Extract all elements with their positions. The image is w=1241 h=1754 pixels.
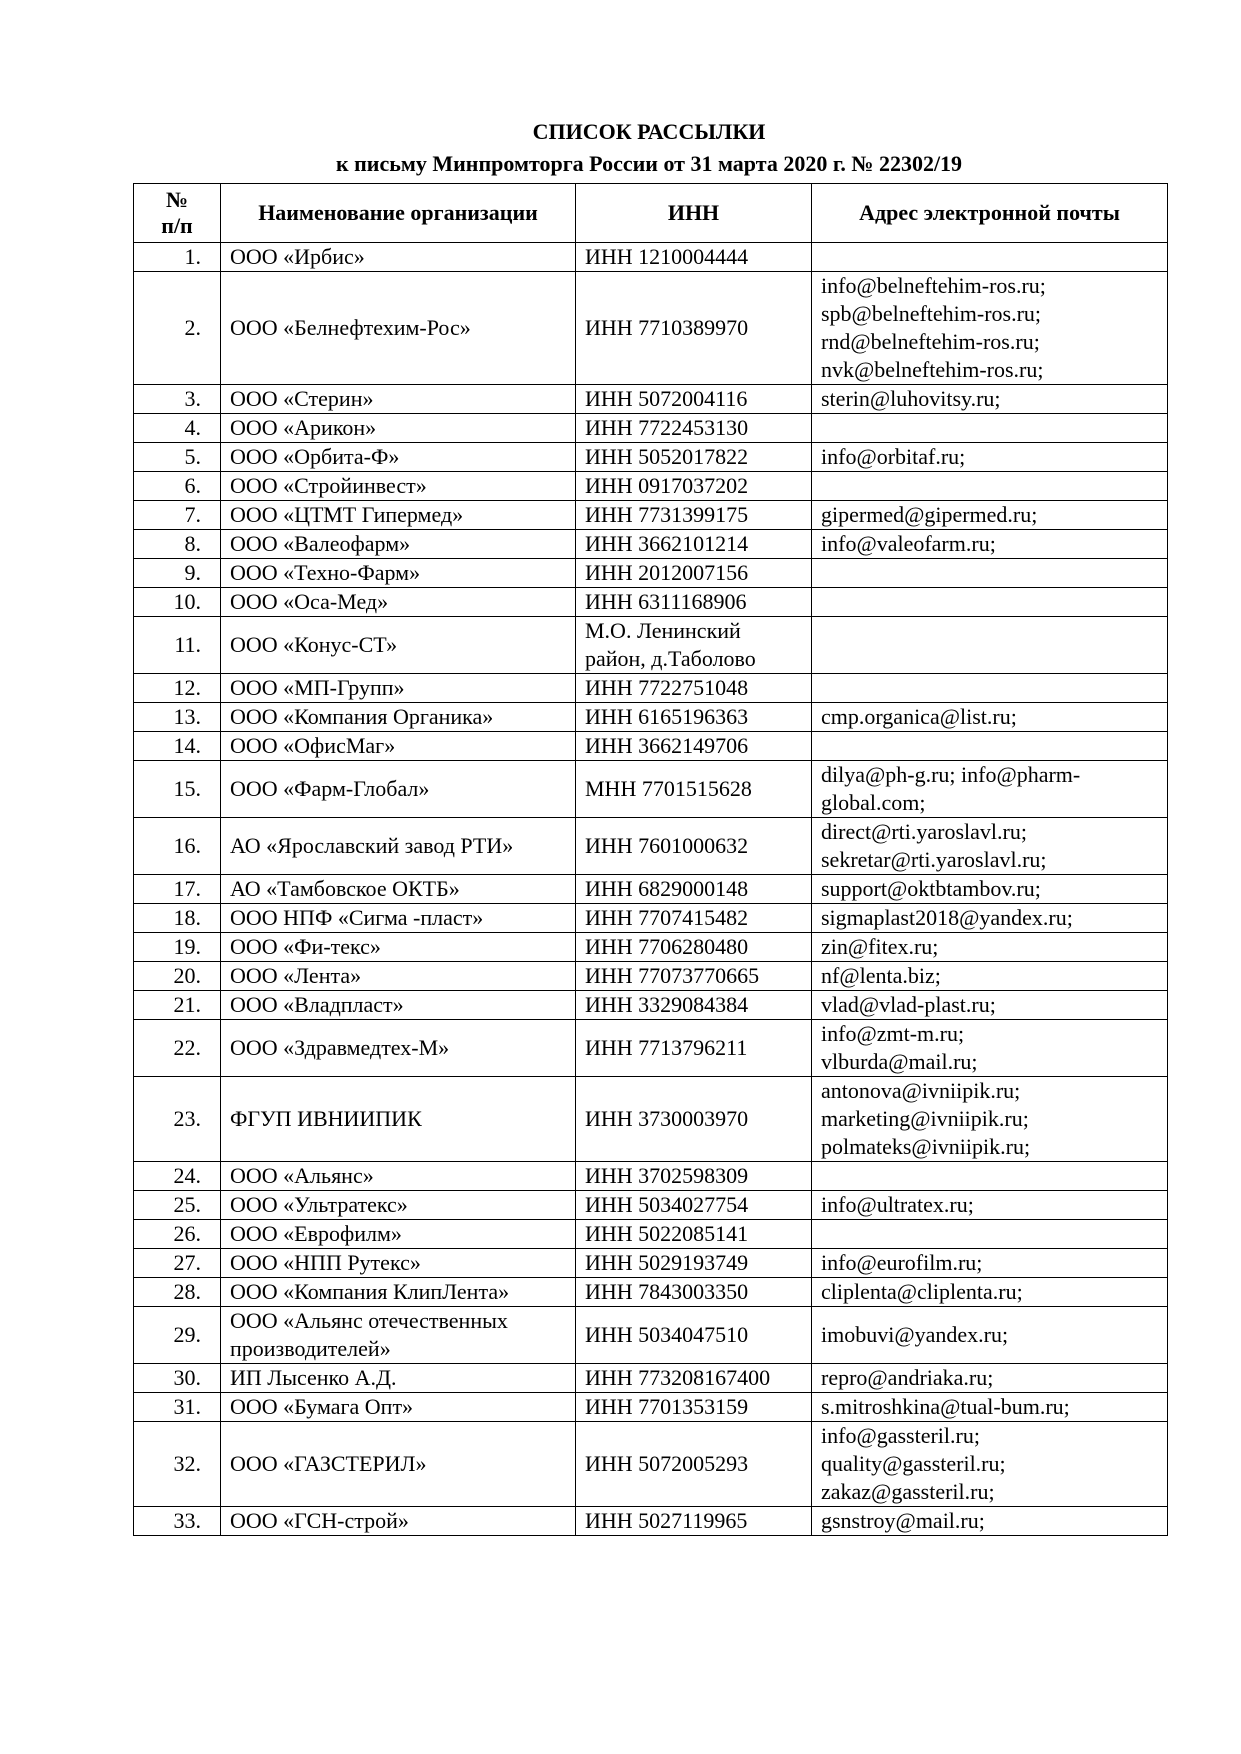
organization-name: ООО «Здравмедтех-М»: [221, 1020, 576, 1077]
organization-name: ООО «Владпласт»: [221, 991, 576, 1020]
row-number: 9.: [134, 559, 221, 588]
email-cell: info@valeofarm.ru;: [812, 530, 1168, 559]
organization-name: ООО «ЦТМТ Гипермед»: [221, 501, 576, 530]
header-inn: ИНН: [576, 184, 812, 243]
inn-cell: ИНН 5072004116: [576, 385, 812, 414]
inn-cell: ИНН 3662149706: [576, 732, 812, 761]
inn-cell: ИНН 3662101214: [576, 530, 812, 559]
table-row: [134, 472, 1168, 501]
email-cell: antonova@ivniipik.ru; marketing@ivniipik.ru; polmateks@ivniipik.ru;: [812, 1077, 1168, 1162]
table-header-row: [134, 184, 1168, 243]
email-cell: [812, 1162, 1168, 1191]
document-subtitle: к письму Минпромторга России от 31 марта 2020 г. № 22302/19: [335, 151, 963, 176]
email-cell: s.mitroshkina@tual-bum.ru;: [812, 1393, 1168, 1422]
table-row: [134, 1020, 1168, 1077]
row-number: 13.: [134, 703, 221, 732]
email-cell: repro@andriaka.ru;: [812, 1364, 1168, 1393]
mailing-list-table: [133, 183, 1168, 1536]
row-number: 15.: [134, 761, 221, 818]
inn-cell: ИНН 7706280480: [576, 933, 812, 962]
organization-name: ООО «ГАЗСТЕРИЛ»: [221, 1422, 576, 1507]
table-row: [134, 443, 1168, 472]
row-number: 21.: [134, 991, 221, 1020]
inn-cell: ИНН 0917037202: [576, 472, 812, 501]
row-number: 6.: [134, 472, 221, 501]
row-number: 11.: [134, 617, 221, 674]
inn-cell: МНН 7701515628: [576, 761, 812, 818]
inn-cell: ИНН 5034047510: [576, 1307, 812, 1364]
inn-cell: ИНН 5034027754: [576, 1191, 812, 1220]
row-number: 32.: [134, 1422, 221, 1507]
table-row: [134, 1249, 1168, 1278]
table-row: [134, 414, 1168, 443]
inn-cell: ИНН 3730003970: [576, 1077, 812, 1162]
table-row: [134, 1191, 1168, 1220]
table-row: [134, 1307, 1168, 1364]
row-number: 17.: [134, 875, 221, 904]
table-row: [134, 559, 1168, 588]
row-number: 30.: [134, 1364, 221, 1393]
email-cell: vlad@vlad-plast.ru;: [812, 991, 1168, 1020]
row-number: 8.: [134, 530, 221, 559]
organization-name: ООО «Альянс»: [221, 1162, 576, 1191]
table-row: [134, 1162, 1168, 1191]
inn-cell: ИНН 5022085141: [576, 1220, 812, 1249]
row-number: 25.: [134, 1191, 221, 1220]
email-cell: nf@lenta.biz;: [812, 962, 1168, 991]
organization-name: ООО «Стройинвест»: [221, 472, 576, 501]
row-number: 23.: [134, 1077, 221, 1162]
row-number: 3.: [134, 385, 221, 414]
email-cell: info@eurofilm.ru;: [812, 1249, 1168, 1278]
inn-cell: ИНН 7843003350: [576, 1278, 812, 1307]
organization-name: ООО «Лента»: [221, 962, 576, 991]
email-cell: [812, 674, 1168, 703]
organization-name: ООО «Стерин»: [221, 385, 576, 414]
row-number: 5.: [134, 443, 221, 472]
organization-name: ООО «Оса-Мед»: [221, 588, 576, 617]
inn-cell: ИНН 7701353159: [576, 1393, 812, 1422]
inn-cell: ИНН 773208167400: [576, 1364, 812, 1393]
email-cell: [812, 414, 1168, 443]
organization-name: ФГУП ИВНИИПИК: [221, 1077, 576, 1162]
inn-cell: ИНН 7601000632: [576, 818, 812, 875]
organization-name: ООО «Техно-Фарм»: [221, 559, 576, 588]
row-number: 33.: [134, 1507, 221, 1536]
email-cell: imobuvi@yandex.ru;: [812, 1307, 1168, 1364]
table-row: [134, 1278, 1168, 1307]
table-row: [134, 933, 1168, 962]
inn-cell: ИНН 6165196363: [576, 703, 812, 732]
row-number: 22.: [134, 1020, 221, 1077]
inn-cell: ИНН 7707415482: [576, 904, 812, 933]
organization-name: ООО «ГСН-строй»: [221, 1507, 576, 1536]
email-cell: gipermed@gipermed.ru;: [812, 501, 1168, 530]
table-row: [134, 501, 1168, 530]
inn-cell: ИНН 1210004444: [576, 243, 812, 272]
row-number: 10.: [134, 588, 221, 617]
document-title: СПИСОК РАССЫЛКИ: [532, 119, 766, 144]
table-row: [134, 904, 1168, 933]
email-cell: support@oktbtambov.ru;: [812, 875, 1168, 904]
table-row: [134, 761, 1168, 818]
row-number: 18.: [134, 904, 221, 933]
inn-cell: ИНН 7731399175: [576, 501, 812, 530]
inn-cell: ИНН 6311168906: [576, 588, 812, 617]
table-row: [134, 385, 1168, 414]
inn-cell: ИНН 5027119965: [576, 1507, 812, 1536]
organization-name: ООО «Ультратекс»: [221, 1191, 576, 1220]
inn-cell: ИНН 5072005293: [576, 1422, 812, 1507]
row-number: 16.: [134, 818, 221, 875]
table-row: [134, 617, 1168, 674]
email-cell: [812, 1220, 1168, 1249]
organization-name: ООО «Белнефтехим-Рос»: [221, 272, 576, 385]
row-number: 1.: [134, 243, 221, 272]
email-cell: info@gassteril.ru; quality@gassteril.ru; zakaz@gassteril.ru;: [812, 1422, 1168, 1507]
inn-cell: ИНН 3702598309: [576, 1162, 812, 1191]
table-row: [134, 588, 1168, 617]
email-cell: sterin@luhovitsy.ru;: [812, 385, 1168, 414]
inn-cell: ИНН 5052017822: [576, 443, 812, 472]
table-row: [134, 530, 1168, 559]
organization-name: ООО «Орбита-Ф»: [221, 443, 576, 472]
email-cell: gsnstroy@mail.ru;: [812, 1507, 1168, 1536]
table-row: [134, 875, 1168, 904]
email-cell: cmp.organica@list.ru;: [812, 703, 1168, 732]
row-number: 12.: [134, 674, 221, 703]
inn-cell: ИНН 6829000148: [576, 875, 812, 904]
email-cell: info@ultratex.ru;: [812, 1191, 1168, 1220]
table-row: [134, 1364, 1168, 1393]
email-cell: sigmaplast2018@yandex.ru;: [812, 904, 1168, 933]
email-cell: info@orbitaf.ru;: [812, 443, 1168, 472]
table-row: [134, 818, 1168, 875]
inn-cell: ИНН 3329084384: [576, 991, 812, 1020]
table-row: [134, 674, 1168, 703]
organization-name: ООО «ОфисМаг»: [221, 732, 576, 761]
email-cell: dilya@ph-g.ru; info@pharm- global.com;: [812, 761, 1168, 818]
organization-name: ООО «Еврофилм»: [221, 1220, 576, 1249]
table-row: [134, 1220, 1168, 1249]
organization-name: ООО «Валеофарм»: [221, 530, 576, 559]
organization-name: ООО НПФ «Сигма -пласт»: [221, 904, 576, 933]
organization-name: ООО «Компания Органика»: [221, 703, 576, 732]
table-row: [134, 703, 1168, 732]
inn-cell: М.О. Ленинский район, д.Таболово: [576, 617, 812, 674]
organization-name: ООО «Альянс отечественных производителей»: [221, 1307, 576, 1364]
email-cell: info@zmt-m.ru; vlburda@mail.ru;: [812, 1020, 1168, 1077]
email-cell: direct@rti.yaroslavl.ru; sekretar@rti.yaroslavl.ru;: [812, 818, 1168, 875]
email-cell: [812, 243, 1168, 272]
email-cell: [812, 559, 1168, 588]
email-cell: zin@fitex.ru;: [812, 933, 1168, 962]
inn-cell: ИНН 2012007156: [576, 559, 812, 588]
email-cell: cliplenta@cliplenta.ru;: [812, 1278, 1168, 1307]
row-number: 14.: [134, 732, 221, 761]
row-number: 2.: [134, 272, 221, 385]
table-row: [134, 243, 1168, 272]
row-number: 28.: [134, 1278, 221, 1307]
inn-cell: ИНН 7713796211: [576, 1020, 812, 1077]
table-row: [134, 272, 1168, 385]
header-number: № п/п: [134, 184, 221, 243]
organization-name: ООО «МП-Групп»: [221, 674, 576, 703]
organization-name: ООО «Фарм-Глобал»: [221, 761, 576, 818]
inn-cell: ИНН 7710389970: [576, 272, 812, 385]
email-cell: [812, 617, 1168, 674]
inn-cell: ИНН 77073770665: [576, 962, 812, 991]
table-row: [134, 962, 1168, 991]
row-number: 26.: [134, 1220, 221, 1249]
organization-name: ООО «Фи-текс»: [221, 933, 576, 962]
organization-name: ООО «Ирбис»: [221, 243, 576, 272]
row-number: 27.: [134, 1249, 221, 1278]
organization-name: ООО «Бумага Опт»: [221, 1393, 576, 1422]
header-email: Адрес электронной почты: [812, 184, 1168, 243]
row-number: 7.: [134, 501, 221, 530]
organization-name: АО «Тамбовское ОКТБ»: [221, 875, 576, 904]
row-number: 24.: [134, 1162, 221, 1191]
row-number: 20.: [134, 962, 221, 991]
table-row: [134, 732, 1168, 761]
table-row: [134, 991, 1168, 1020]
organization-name: АО «Ярославский завод РТИ»: [221, 818, 576, 875]
row-number: 4.: [134, 414, 221, 443]
email-cell: [812, 588, 1168, 617]
organization-name: ООО «Компания КлипЛента»: [221, 1278, 576, 1307]
table-body: [134, 243, 1168, 1536]
table-row: [134, 1422, 1168, 1507]
email-cell: [812, 732, 1168, 761]
organization-name: ООО «НПП Рутекс»: [221, 1249, 576, 1278]
table-row: [134, 1507, 1168, 1536]
inn-cell: ИНН 7722453130: [576, 414, 812, 443]
organization-name: ООО «Конус-СТ»: [221, 617, 576, 674]
email-cell: [812, 472, 1168, 501]
row-number: 29.: [134, 1307, 221, 1364]
header-organization: Наименование организации: [221, 184, 576, 243]
email-cell: info@belneftehim-ros.ru; spb@belneftehim-ros.ru; rnd@belneftehim-ros.ru; nvk@belneftehim-ros.ru;: [812, 272, 1168, 385]
organization-name: ИП Лысенко А.Д.: [221, 1364, 576, 1393]
organization-name: ООО «Арикон»: [221, 414, 576, 443]
table-row: [134, 1077, 1168, 1162]
inn-cell: ИНН 5029193749: [576, 1249, 812, 1278]
row-number: 31.: [134, 1393, 221, 1422]
row-number: 19.: [134, 933, 221, 962]
table-row: [134, 1393, 1168, 1422]
inn-cell: ИНН 7722751048: [576, 674, 812, 703]
